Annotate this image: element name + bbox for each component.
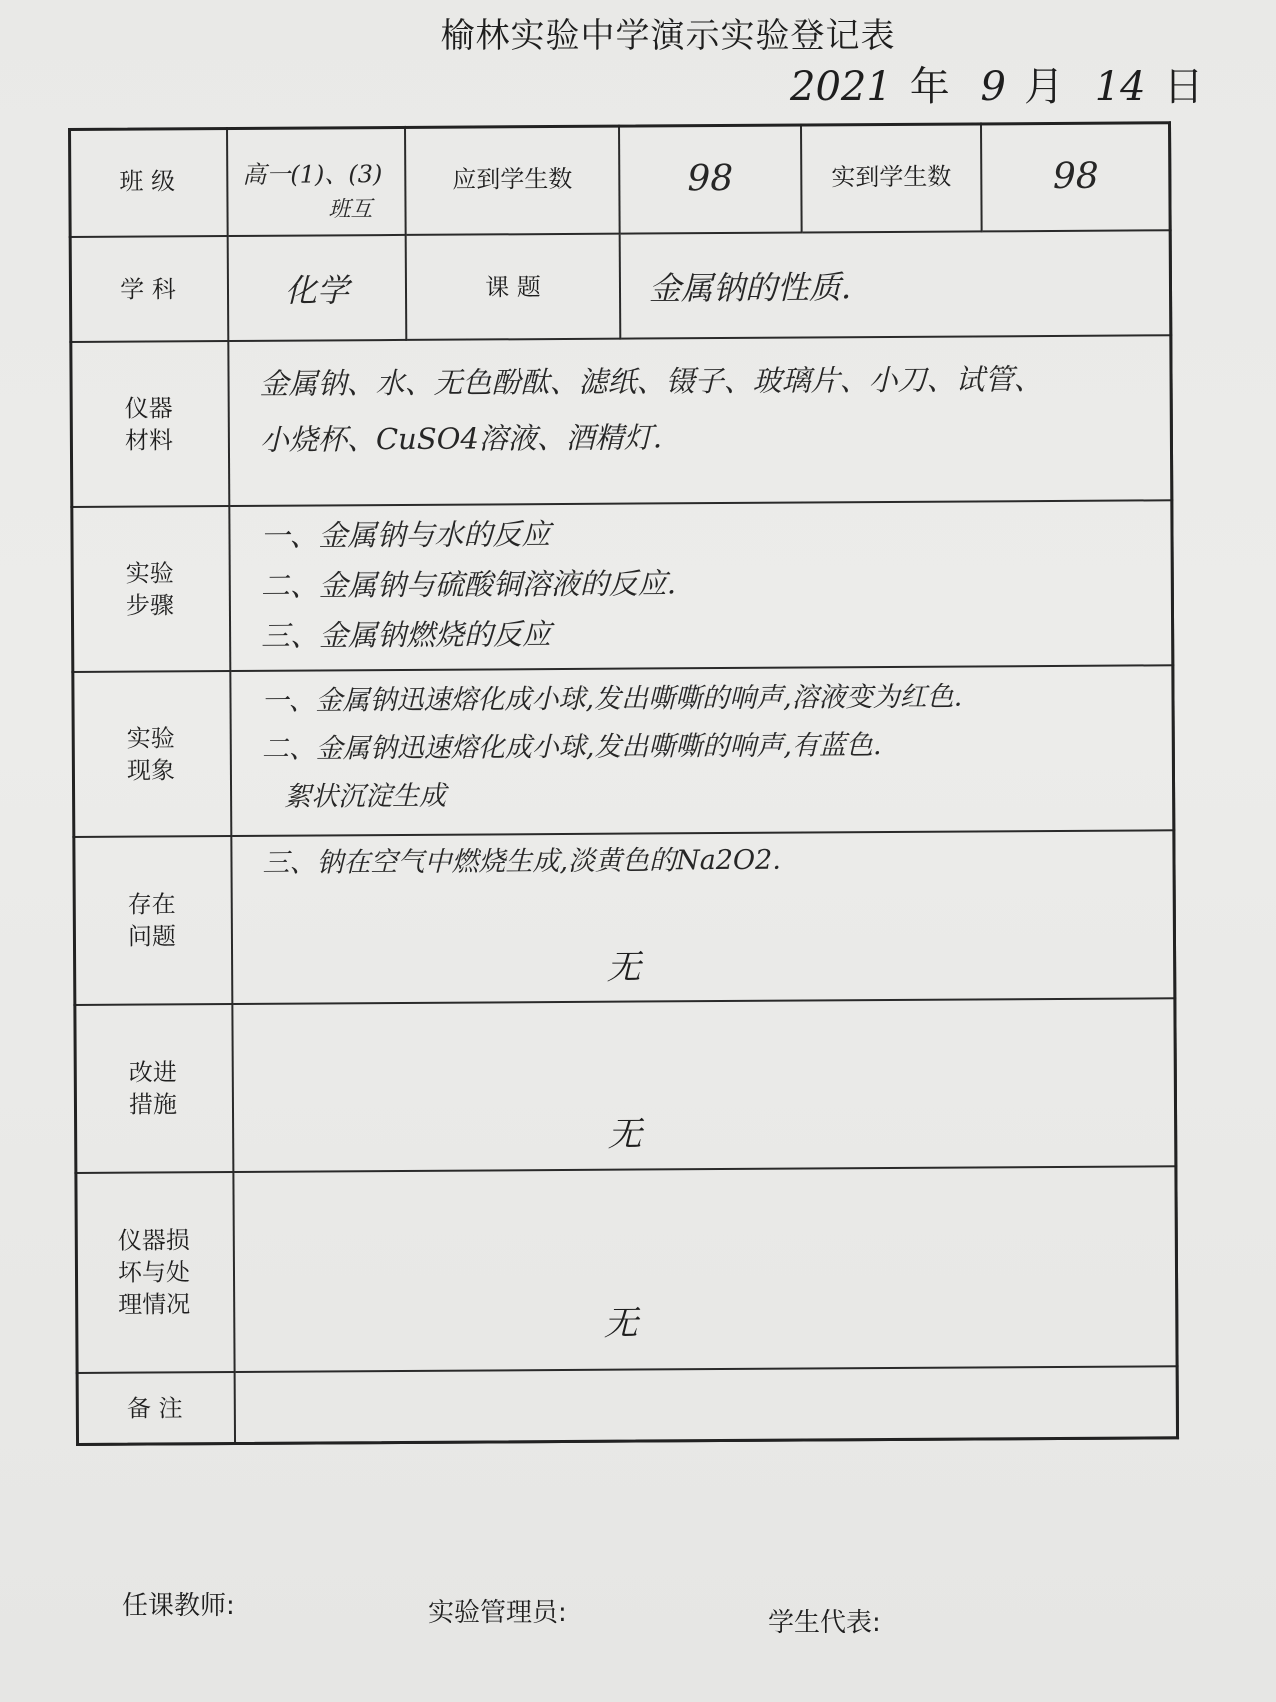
- label-class: 班 级: [68, 127, 229, 238]
- step-line: 二、金属钠与硫酸铜溶液的反应.: [260, 566, 677, 603]
- phenomena-list: [231, 666, 1175, 837]
- value-actual-students: 98: [982, 121, 1172, 232]
- value-class-line1: 高一(1)、(3): [242, 160, 383, 189]
- footer-lab-admin: 实验管理员:: [428, 1598, 567, 1628]
- problems-value: 无: [606, 947, 641, 988]
- value-class: [228, 126, 407, 237]
- phenomenon-line: 一、金属钠迅速熔化成小球,发出嘶嘶的响声,溶液变为红色.: [261, 681, 963, 717]
- value-topic: 金属钠的性质.: [621, 231, 1173, 339]
- improvements-value: 无: [607, 1114, 642, 1155]
- value-subject: 化学: [229, 236, 408, 342]
- date-day: 14: [1094, 64, 1146, 110]
- footer-teacher: 任课教师:: [122, 1591, 235, 1621]
- label-subject: 学 科: [69, 237, 230, 343]
- value-class-line2: 班互: [328, 197, 373, 223]
- form-title: 榆林实验中学演示实验登记表: [440, 16, 896, 56]
- date-day-unit: 日: [1163, 64, 1204, 110]
- label-phenomena: 实验 现象: [71, 672, 232, 838]
- label-improvements: 改进 措施: [73, 1005, 234, 1174]
- improvements-cell: [233, 999, 1177, 1173]
- label-actual-students: 实到学生数: [802, 122, 983, 233]
- equipment-list: [229, 336, 1173, 507]
- label-steps: 实验 步骤: [70, 507, 231, 673]
- registration-table: [68, 121, 1180, 1533]
- phenomenon-line: 二、金属钠迅速熔化成小球,发出嘶嘶的响声,有蓝色.: [261, 730, 882, 765]
- label-problems: 存在 问题: [72, 837, 233, 1006]
- step-line: 三、金属钠燃烧的反应: [261, 617, 552, 653]
- steps-list: [230, 501, 1174, 672]
- date-month-unit: 月: [1023, 64, 1064, 110]
- date-month: 9: [980, 64, 1006, 110]
- label-topic: 课 题: [407, 235, 622, 341]
- step-line: 一、金属钠与水的反应: [260, 517, 551, 553]
- phenomenon-line: 絮状沉淀生成: [283, 780, 447, 813]
- equipment-line: 小烧杯、CuSO4溶液、酒精灯.: [259, 420, 663, 457]
- remarks-cell: [236, 1367, 1179, 1445]
- label-remarks: 备 注: [76, 1373, 236, 1446]
- label-equipment: 仪器 材料: [69, 342, 230, 508]
- label-damage: 仪器损 坏与处 理情况: [74, 1173, 235, 1374]
- damage-cell: [234, 1167, 1178, 1373]
- problems-cell: [232, 831, 1176, 1005]
- phenomenon-line-overflow: 三、钠在空气中燃烧生成,淡黄色的Na2O2.: [262, 844, 781, 879]
- form-date: [790, 55, 1222, 112]
- label-expected-students: 应到学生数: [406, 125, 621, 236]
- footer-student-rep: 学生代表:: [768, 1608, 881, 1638]
- value-expected-students: 98: [620, 124, 803, 235]
- date-year: 2021: [790, 64, 892, 110]
- date-year-unit: 年: [909, 64, 950, 110]
- equipment-line: 金属钠、水、无色酚酞、滤纸、镊子、玻璃片、小刀、试管、: [259, 362, 1043, 401]
- damage-value: 无: [603, 1303, 638, 1344]
